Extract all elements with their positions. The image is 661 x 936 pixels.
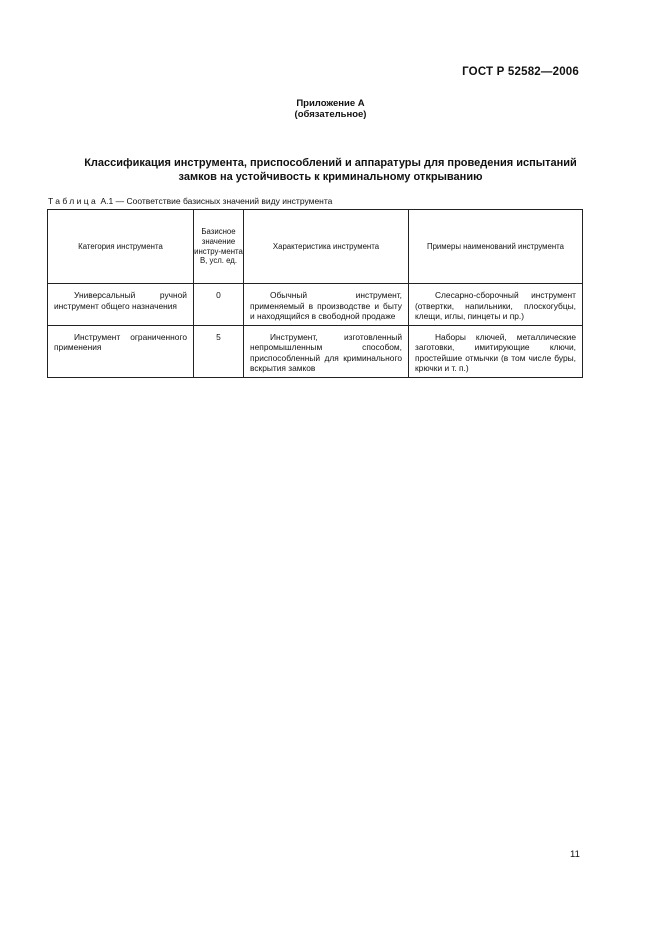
cell-examples: Наборы ключей, металлические заготовки, имитирующие ключи, простейшие отмычки (в том числе буры, крючки и т. п.) — [409, 325, 583, 377]
heading-line-2: замков на устойчивость к криминальному открыванию — [178, 171, 483, 183]
header-characteristic: Характеристика инструмента — [244, 210, 409, 284]
header-examples: Примеры наименований инструмента — [409, 210, 583, 284]
table-header-row — [48, 210, 583, 284]
annex-status: (обязательное) — [294, 109, 367, 120]
header-base-value: Базисное значение инстру-мента В, усл. ед. — [194, 210, 244, 284]
table-caption-word: Таблица — [48, 196, 99, 206]
cell-category: Инструмент ограниченного применения — [48, 325, 194, 377]
standard-code: ГОСТ Р 52582—2006 — [462, 66, 579, 78]
cell-base-value: 0 — [194, 284, 244, 326]
classification-table — [47, 209, 583, 378]
cell-category: Универсальный ручной инструмент общего назначения — [48, 284, 194, 326]
table-caption-text: А.1 — Соответствие базисных значений виду инструмента — [98, 196, 333, 206]
section-heading — [40, 156, 621, 184]
table-row — [48, 284, 583, 326]
table-caption — [48, 196, 332, 206]
page-number: 11 — [570, 849, 580, 860]
cell-characteristic: Инструмент, изготовленный непромышленным способом, приспособленный для криминального вскрытия замков — [244, 325, 409, 377]
cell-base-value: 5 — [194, 325, 244, 377]
cell-characteristic: Обычный инструмент, применяемый в производстве и быту и находящийся в свободной продаже — [244, 284, 409, 326]
annex-title: Приложение А — [296, 98, 365, 109]
cell-examples: Слесарно-сборочный инструмент (отвертки, напильники, плоскогубцы, клещи, иглы, пинцеты и пр.) — [409, 284, 583, 326]
table-row — [48, 325, 583, 377]
header-category: Категория инструмента — [48, 210, 194, 284]
annex-block — [0, 98, 661, 120]
heading-line-1: Классификация инструмента, приспособлений и аппаратуры для проведения испытаний — [84, 157, 577, 169]
